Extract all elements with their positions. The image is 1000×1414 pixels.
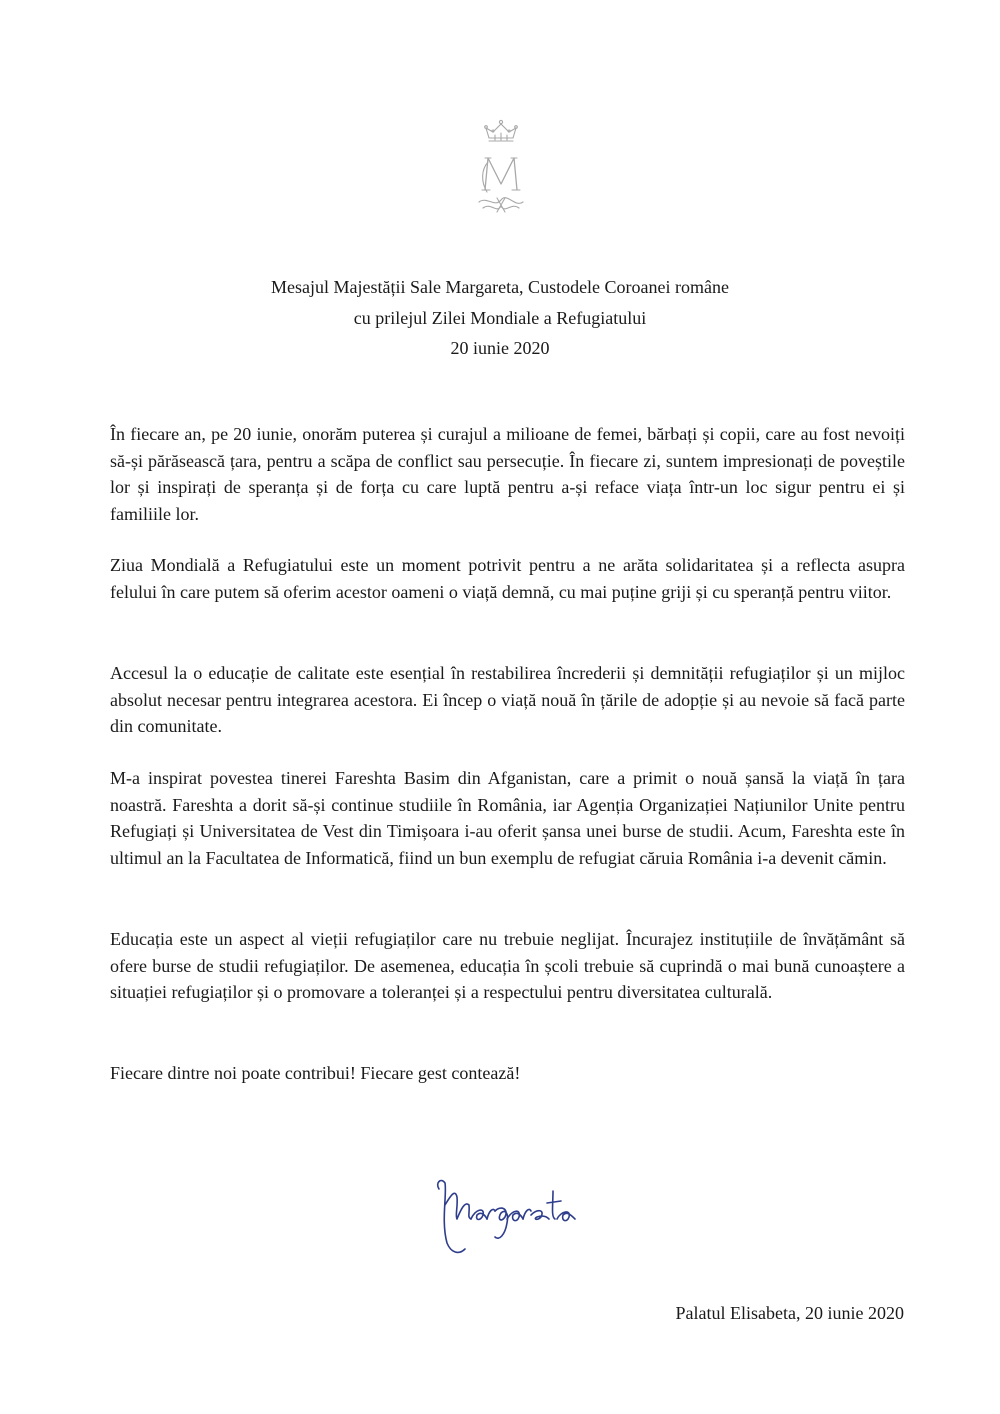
paragraph-text: Accesul la o educație de calitate este esențial în restabilirea încrederii și demnității refugiaților și un mijloc absolut necesar pentru integrarea acestora. Ei încep o viață nouă în țările de adopție și au nevoie să facă parte din comunitate. bbox=[110, 663, 905, 736]
paragraph-text: Educația este un aspect al vieții refugiaților care nu trebuie neglijat. Încurajez instituțiile de învățământ să ofere burse de studii refugiaților. De asemenea, educația în școli trebuie să cuprindă o mai bună cunoaștere a situației refugiaților și o promovare a toleranței și a respectului pentru diversitatea culturală. bbox=[110, 929, 905, 1002]
paragraph-4 bbox=[110, 765, 905, 871]
paragraph-text: Fiecare dintre noi poate contribui! Fiecare gest contează! bbox=[110, 1063, 521, 1083]
paragraph-5 bbox=[110, 926, 905, 1006]
heading-title: Mesajul Majestății Sale Margareta, Custodele Coroanei române bbox=[270, 277, 730, 297]
royal-monogram-icon bbox=[471, 118, 531, 218]
paragraph-1 bbox=[110, 421, 905, 527]
message-heading bbox=[0, 272, 1000, 364]
paragraph-2 bbox=[110, 552, 905, 605]
paragraph-text: În fiecare an, pe 20 iunie, onorăm puterea și curajul a milioane de femei, bărbați și copii, care au fost nevoiți să-și părăsească țara, pentru a scăpa de conflict sau persecuție. În fiecare zi, suntem impresionați de poveștile lor și inspirați de speranța și de forța cu care luptă pentru a-și reface viața într-un loc sigur pentru ei și familiile lor. bbox=[110, 424, 905, 524]
heading-date: 20 iunie 2020 bbox=[450, 338, 550, 358]
heading-occasion: cu prilejul Zilei Mondiale a Refugiatului bbox=[353, 307, 647, 328]
paragraph-text: M-a inspirat povestea tinerei Fareshta Basim din Afganistan, care a primit o nouă șansă la viață în țara noastră. Fareshta a dorit să-și continue studiile în România, iar Agenția Organizației Națiunilor Unite pentru Refugiați și Universitatea de Vest din Timișoara i-au oferit șansa unei burse de studii. Acum, Fareshta este în ultimul an la Facultatea de Informatică, fiind un bun exemplu de refugiat căruia România i-a devenit cămin. bbox=[110, 768, 905, 868]
paragraph-6 bbox=[110, 1060, 905, 1087]
place-and-date: Palatul Elisabeta, 20 iunie 2020 bbox=[675, 1303, 904, 1323]
paragraph-3 bbox=[110, 660, 905, 740]
paragraph-text: Ziua Mondială a Refugiatului este un moment potrivit pentru a ne arăta solidaritatea și a reflecta asupra felului în care putem să oferim acestor oameni o viață demnă, cu mai puține griji și cu speranță pentru viitor. bbox=[110, 555, 905, 602]
handwritten-signature bbox=[425, 1165, 585, 1260]
